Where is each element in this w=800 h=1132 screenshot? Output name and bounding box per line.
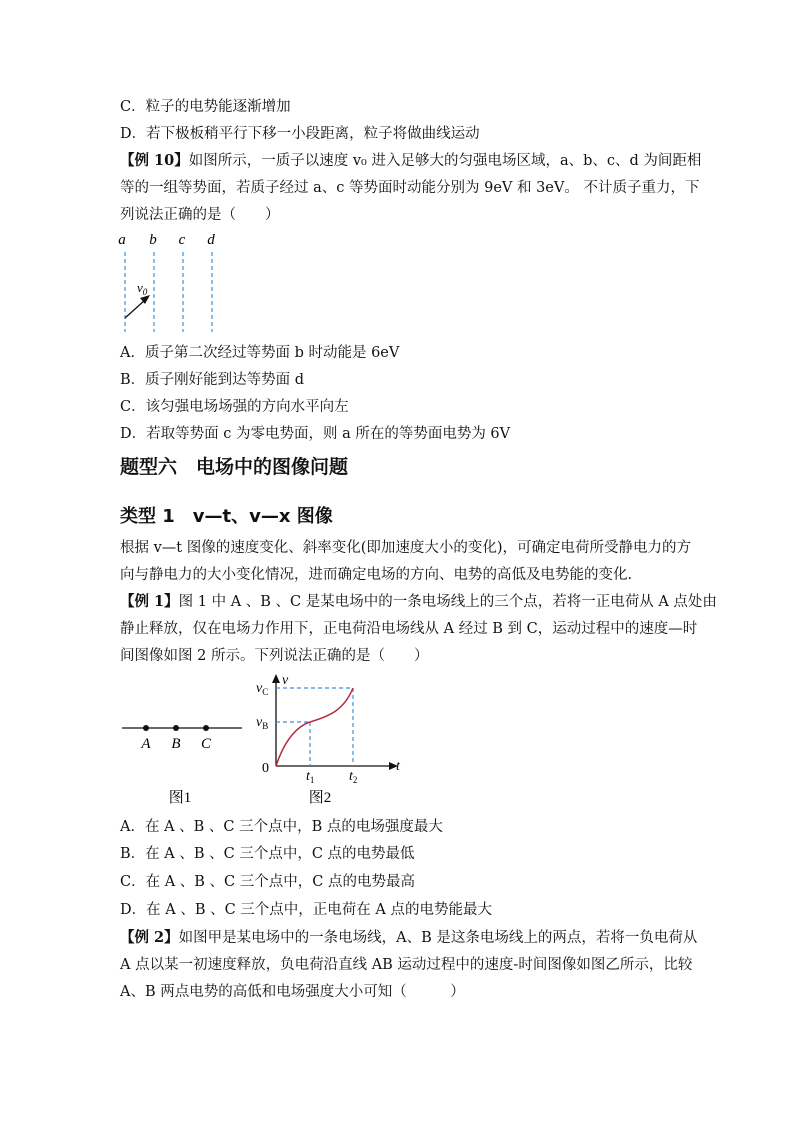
label-a: a bbox=[118, 232, 126, 248]
example-2-line-3: A、B 两点电势的高低和电场强度大小可知（ ） bbox=[120, 984, 465, 1000]
velocity-arrow bbox=[125, 300, 145, 318]
example-10-line-3: 列说法正确的是（ ） bbox=[120, 207, 280, 223]
label-c: c bbox=[178, 232, 186, 248]
type-1-title: 类型 1 v—t、v—x 图像 bbox=[120, 506, 333, 527]
t1-label: $t_1$ bbox=[306, 769, 315, 785]
example-1-text-1: 图 1 中 A 、B 、C 是某电场中的一条电场线上的三个点，若将一正电荷从 A 点处由 bbox=[178, 594, 717, 610]
example-2-line-1 bbox=[120, 928, 697, 948]
point-c-label: C bbox=[200, 736, 212, 752]
velocity-label: $v_0$ bbox=[137, 280, 148, 297]
example-10-line-2: 等的一组等势面，若质子经过 a、c 等势面时动能分别为 9eV 和 3eV。 不计质子重力，下 bbox=[120, 180, 700, 196]
equipotential-figure bbox=[112, 228, 232, 338]
origin-label: 0 bbox=[262, 761, 269, 776]
example-10-option-c: C．该匀强电场场强的方向水平向左 bbox=[120, 399, 349, 415]
example-10-option-a: A．质子第二次经过等势面 b 时动能是 6eV bbox=[120, 345, 400, 361]
point-a-label: A bbox=[141, 736, 151, 752]
example-10-option-b: B．质子刚好能到达等势面 d bbox=[120, 372, 305, 388]
point-b bbox=[173, 725, 179, 731]
v-axis-label: v bbox=[282, 673, 289, 688]
example-1-tag: 【例 1】 bbox=[120, 593, 179, 610]
example-1-option-b: B．在 A 、B 、C 三个点中，C 点的电势最低 bbox=[120, 846, 415, 862]
example-1-line-1 bbox=[120, 592, 717, 612]
example-10-tag: 【例 10】 bbox=[120, 152, 189, 169]
example-10-text-1: 如图所示，一质子以速度 v₀ 进入足够大的匀强电场区域，a、b、c、d 为间距相 bbox=[188, 153, 702, 169]
v-axis-arrow bbox=[272, 674, 280, 683]
intro-line-1: 根据 v—t 图像的速度变化、斜率变化(即加速度大小的变化)，可确定电荷所受静电力的方 bbox=[120, 540, 692, 556]
example-10-option-d: D．若取等势面 c 为零电势面，则 a 所在的等势面电势为 6V bbox=[120, 426, 511, 442]
example-1-option-c: C．在 A 、B 、C 三个点中，C 点的电势最高 bbox=[120, 874, 415, 890]
vb-label: $v_B$ bbox=[256, 715, 269, 731]
example-2-text-1: 如图甲是某电场中的一条电场线，A、B 是这条电场线上的两点，若将一负电荷从 bbox=[178, 930, 698, 946]
example-1-option-d: D．在 A 、B 、C 三个点中，正电荷在 A 点的电势能最大 bbox=[120, 902, 492, 918]
figure-1-caption: 图1 bbox=[168, 790, 192, 806]
intro-line-2: 向与静电力的大小变化情况，进而确定电场的方向、电势的高低及电势能的变化. bbox=[120, 567, 633, 583]
point-b-label: B bbox=[171, 736, 181, 752]
point-a bbox=[143, 725, 149, 731]
example-2-line-2: A 点以某一初速度释放，负电荷沿直线 AB 运动过程中的速度-时间图像如图乙所示，比较 bbox=[120, 957, 693, 973]
point-c bbox=[203, 725, 209, 731]
figure-2-caption: 图2 bbox=[308, 790, 332, 806]
example-1-line-2: 静止释放，仅在电场力作用下，正电荷沿电场线从 A 经过 B 到 C，运动过程中的速度—时 bbox=[120, 621, 698, 637]
velocity-curve bbox=[276, 688, 353, 766]
example-1-option-a: A．在 A 、B 、C 三个点中，B 点的电场强度最大 bbox=[120, 819, 443, 835]
field-line-figure-1 bbox=[118, 712, 246, 807]
label-b: b bbox=[149, 232, 157, 248]
vt-graph-figure-2 bbox=[252, 670, 412, 810]
example-1-line-3: 间图像如图 2 所示。下列说法正确的是（ ） bbox=[120, 648, 429, 664]
t2-label: $t_2$ bbox=[349, 769, 358, 785]
example-10-line-1 bbox=[120, 151, 701, 171]
example-2-tag: 【例 2】 bbox=[120, 929, 179, 946]
prev-option-d: D．若下极板稍平行下移一小段距离，粒子将做曲线运动 bbox=[120, 126, 480, 142]
t-axis-label: t bbox=[396, 759, 400, 774]
section-title: 题型六 电场中的图像问题 bbox=[120, 456, 349, 478]
prev-option-c: C．粒子的电势能逐渐增加 bbox=[120, 99, 291, 115]
label-d: d bbox=[207, 232, 215, 248]
vc-label: $v_C$ bbox=[256, 681, 269, 697]
